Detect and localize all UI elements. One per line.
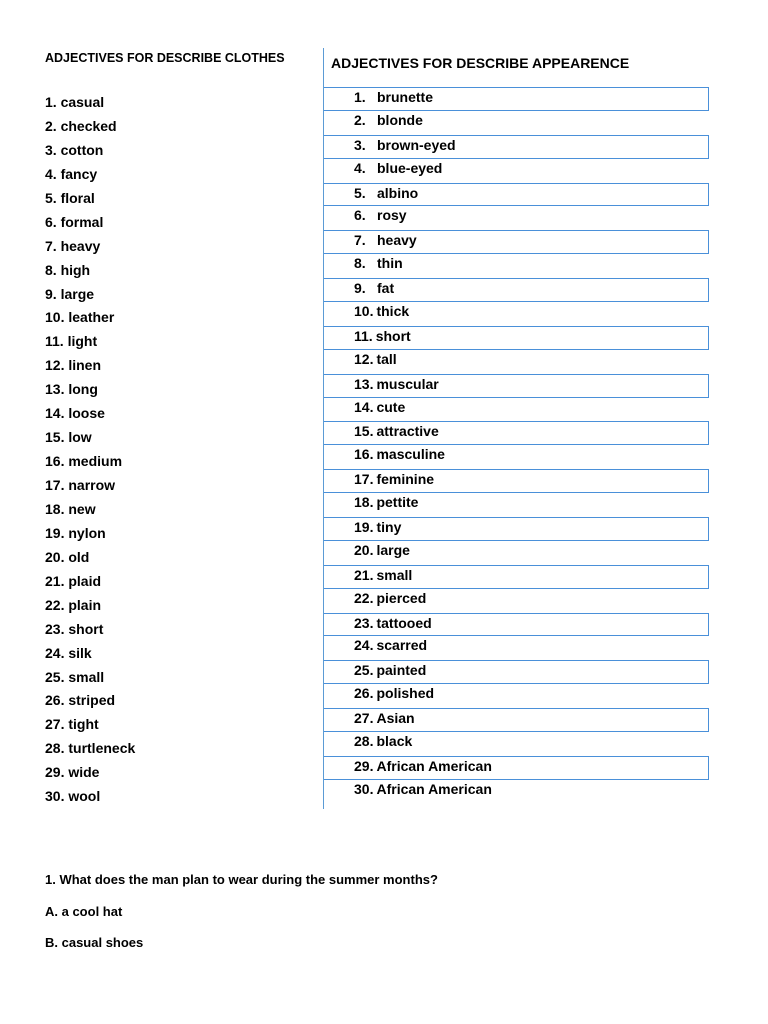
clothes-item: 11. light [45, 333, 98, 350]
clothes-item: 18. new [45, 500, 96, 517]
appearance-item [324, 517, 709, 541]
appearance-item-word: polished [376, 685, 435, 702]
clothes-item: 19. nylon [45, 524, 106, 541]
appearance-item-word: fat [377, 280, 395, 297]
appearance-item-word: scarred [376, 637, 428, 654]
clothes-item: 2. checked [45, 117, 117, 134]
clothes-item: 13. long [45, 381, 98, 398]
appearance-item-number: 7. [354, 232, 366, 249]
appearance-item [324, 206, 709, 230]
appearance-item [324, 302, 709, 326]
appearance-item-number: 13. [354, 375, 374, 392]
appearance-item-number: 29. [354, 757, 374, 774]
appearance-item-number: 23. [354, 614, 374, 631]
appearance-item-word: muscular [376, 375, 439, 392]
appearance-item [324, 326, 709, 350]
appearance-item-number: 16. [354, 446, 374, 463]
appearance-item-word: masculine [376, 446, 445, 463]
clothes-item: 1. casual [45, 94, 105, 110]
appearance-item [324, 613, 709, 637]
clothes-item: 8. high [45, 261, 91, 278]
clothes-item: 26. striped [45, 692, 116, 709]
appearance-item-number: 6. [354, 207, 366, 224]
appearance-item-word: blonde [377, 111, 423, 128]
appearance-item-number: 1. [354, 89, 366, 105]
appearance-item [324, 469, 709, 493]
appearance-item-number: 20. [354, 541, 374, 558]
appearance-item [324, 278, 709, 302]
answer-option-b: B. casual shoes [45, 935, 144, 950]
clothes-item: 28. turtleneck [45, 740, 136, 757]
appearance-item-word: tattooed [376, 614, 432, 631]
appearance-item-number: 17. [354, 471, 374, 488]
clothes-item: 6. formal [45, 213, 104, 230]
appearance-item-number: 12. [354, 350, 374, 367]
appearance-item-number: 19. [354, 519, 374, 536]
appearance-item [324, 159, 709, 183]
appearance-item-number: 8. [354, 255, 366, 272]
clothes-item: 17. narrow [45, 477, 116, 493]
appearance-item-number: 15. [354, 423, 374, 440]
appearance-item-word: heavy [377, 232, 417, 249]
appearance-item-word: pettite [376, 494, 419, 511]
appearance-item-word: brunette [377, 89, 433, 105]
appearance-item-number: 25. [354, 662, 374, 679]
clothes-item: 24. silk [45, 644, 92, 661]
appearance-column-header: ADJECTIVES FOR DESCRIBE APPEARENCE [331, 55, 630, 71]
appearance-item [324, 493, 709, 517]
appearance-item [324, 445, 709, 469]
appearance-item-number: 22. [354, 589, 374, 606]
answer-option-a: A. a cool hat [45, 904, 123, 919]
clothes-item: 21. plaid [45, 572, 102, 589]
appearance-item [324, 708, 709, 732]
appearance-item-word: cute [376, 398, 406, 415]
appearance-item-word: African American [376, 780, 492, 797]
appearance-item-number: 24. [354, 637, 374, 654]
clothes-item: 29. wide [45, 764, 100, 781]
appearance-item-word: large [376, 541, 410, 558]
appearance-item-word: Asian [376, 710, 415, 727]
appearance-item-number: 18. [354, 494, 374, 511]
appearance-item [324, 87, 709, 111]
appearance-item-number: 2. [354, 111, 366, 128]
appearance-item-number: 27. [354, 710, 374, 727]
appearance-item-word: feminine [376, 471, 435, 488]
appearance-item [324, 135, 709, 159]
clothes-item: 23. short [45, 620, 104, 637]
clothes-adjectives-list [45, 91, 135, 809]
appearance-item [324, 230, 709, 254]
clothes-item: 15. low [45, 429, 92, 446]
appearance-item-number: 14. [354, 398, 374, 415]
clothes-column-header: ADJECTIVES FOR DESCRIBE CLOTHES [45, 51, 285, 65]
appearance-item [324, 732, 709, 756]
appearance-item-number: 9. [354, 280, 366, 297]
appearance-item [324, 636, 709, 660]
clothes-item: 4. fancy [45, 165, 98, 182]
clothes-item: 7. heavy [45, 237, 101, 254]
appearance-item-word: short [375, 327, 411, 344]
clothes-item: 5. floral [45, 189, 95, 206]
clothes-item: 20. old [45, 548, 90, 565]
appearance-item [324, 565, 709, 589]
question-text: 1. What does the man plan to wear during the summer months? [45, 872, 438, 887]
clothes-item: 12. linen [45, 357, 102, 374]
appearance-item-word: painted [376, 662, 427, 679]
appearance-item-word: thin [377, 255, 403, 272]
appearance-item [324, 541, 709, 565]
appearance-item-number: 5. [354, 184, 366, 201]
appearance-item [324, 421, 709, 445]
clothes-item: 14. loose [45, 405, 105, 422]
clothes-item: 27. tight [45, 716, 99, 733]
appearance-item [324, 684, 709, 708]
appearance-item-number: 11. [354, 327, 373, 344]
appearance-item-word: brown-eyed [377, 136, 456, 153]
appearance-item [324, 756, 709, 780]
appearance-item [324, 254, 709, 278]
appearance-item-word: thick [376, 303, 410, 320]
appearance-adjectives-list [324, 87, 709, 804]
appearance-item [324, 111, 709, 135]
appearance-item [324, 183, 709, 207]
appearance-item-number: 4. [354, 159, 366, 176]
appearance-item [324, 660, 709, 684]
appearance-item [324, 398, 709, 422]
appearance-item-word: attractive [376, 423, 439, 440]
appearance-item-word: pierced [376, 589, 427, 606]
appearance-item-word: black [376, 733, 413, 750]
clothes-item: 16. medium [45, 453, 123, 470]
appearance-item-number: 3. [354, 136, 366, 153]
appearance-item [324, 589, 709, 613]
appearance-item [324, 350, 709, 374]
appearance-item-number: 26. [354, 685, 374, 702]
appearance-item-number: 21. [354, 566, 374, 583]
appearance-item-word: albino [377, 184, 419, 201]
appearance-item [324, 374, 709, 398]
appearance-item-word: tall [376, 350, 397, 367]
appearance-item-word: tiny [376, 519, 402, 536]
appearance-item-word: blue-eyed [377, 159, 443, 176]
appearance-item [324, 780, 709, 804]
clothes-item: 22. plain [45, 596, 102, 613]
clothes-item: 25. small [45, 668, 105, 685]
clothes-item: 30. wool [45, 788, 101, 805]
appearance-item-word: small [376, 566, 413, 583]
appearance-item-number: 10. [354, 303, 374, 320]
appearance-item-word: African American [376, 757, 492, 774]
appearance-item-word: rosy [377, 207, 407, 224]
clothes-item: 3. cotton [45, 141, 104, 158]
appearance-item-number: 30. [354, 780, 374, 797]
clothes-item: 9. large [45, 285, 95, 302]
appearance-item-number: 28. [354, 733, 374, 750]
clothes-item: 10. leather [45, 309, 115, 326]
